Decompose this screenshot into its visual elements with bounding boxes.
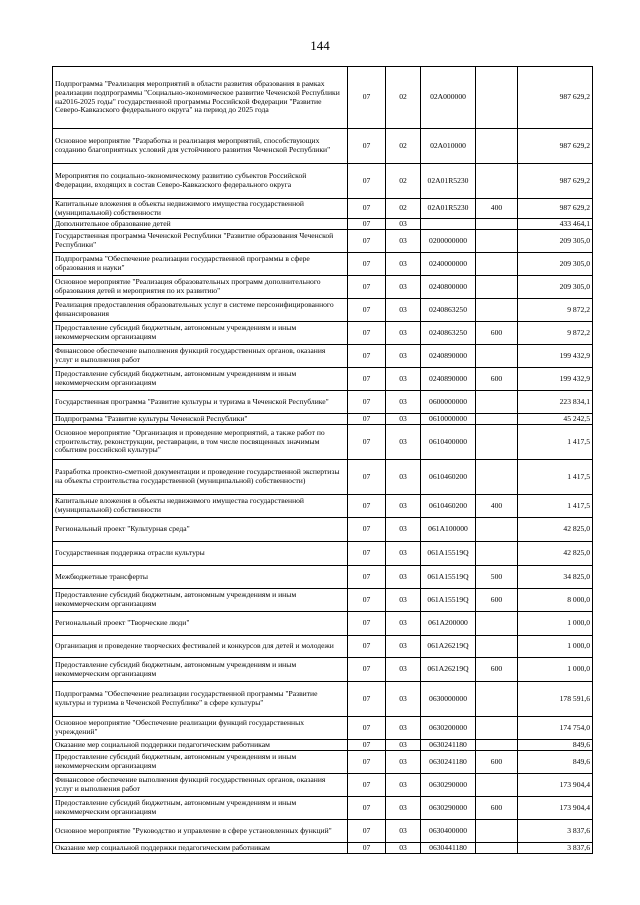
- cell-section: 07: [348, 129, 386, 164]
- table-row: [53, 797, 593, 820]
- cell-name: Предоставление субсидий бюджетным, автономным учреждениям и иным некоммерческим организациям: [53, 589, 348, 612]
- cell-subsection: 03: [386, 518, 421, 542]
- cell-amount: 1 000,0: [518, 636, 593, 658]
- cell-expense-type: [476, 276, 518, 299]
- cell-name: Предоставление субсидий бюджетным, автономным учреждениям и иным некоммерческим организациям: [53, 797, 348, 820]
- cell-subsection: 03: [386, 299, 421, 322]
- cell-name: Предоставление субсидий бюджетным, автономным учреждениям и иным некоммерческим организациям: [53, 368, 348, 391]
- cell-expense-type: 600: [476, 658, 518, 682]
- cell-section: 07: [348, 345, 386, 368]
- cell-target-article: 061А200000: [421, 612, 476, 636]
- cell-section: 07: [348, 636, 386, 658]
- cell-name: Оказание мер социальной поддержки педагогическим работникам: [53, 843, 348, 854]
- cell-name: Разработка проектно-сметной документации и проведение государственной экспертизы на объекты строительства государственной (муниципальной) собственности): [53, 460, 348, 495]
- cell-expense-type: [476, 391, 518, 414]
- cell-amount: 1 000,0: [518, 658, 593, 682]
- cell-section: 07: [348, 425, 386, 460]
- cell-expense-type: 400: [476, 199, 518, 219]
- table-row: [53, 368, 593, 391]
- cell-amount: 174 754,0: [518, 717, 593, 740]
- table-row: [53, 740, 593, 751]
- cell-target-article: [421, 219, 476, 230]
- cell-amount: 34 825,0: [518, 566, 593, 589]
- cell-amount: 1 000,0: [518, 612, 593, 636]
- cell-subsection: 03: [386, 566, 421, 589]
- cell-subsection: 03: [386, 797, 421, 820]
- cell-amount: 178 591,6: [518, 682, 593, 717]
- cell-target-article: 02А010000: [421, 129, 476, 164]
- cell-expense-type: 400: [476, 495, 518, 518]
- cell-amount: 433 464,1: [518, 219, 593, 230]
- cell-expense-type: [476, 230, 518, 253]
- cell-amount: 209 305,0: [518, 276, 593, 299]
- table-row: [53, 276, 593, 299]
- table-row: [53, 299, 593, 322]
- cell-section: 07: [348, 774, 386, 797]
- table-row: [53, 658, 593, 682]
- cell-subsection: 03: [386, 589, 421, 612]
- cell-subsection: 03: [386, 774, 421, 797]
- cell-target-article: 0630241180: [421, 751, 476, 774]
- cell-name: Подпрограмма "Реализация мероприятий в области развития образования в рамках реализации подпрограммы "Социально-экономическое развитие Чеченской Республики на2016-2025 годы" государственной программы Российской Федерации "Развитие Северо-Кавказского федерального округа" на период до 2025 года: [53, 67, 348, 129]
- cell-target-article: 0240000000: [421, 253, 476, 276]
- cell-name: Подпрограмма "Обеспечение реализации государственной программы "Развитие культуры и туризма в Чеченской Республике" в сфере культуры": [53, 682, 348, 717]
- cell-name: Дополнительное образование детей: [53, 219, 348, 230]
- table-row: [53, 751, 593, 774]
- table-row: [53, 566, 593, 589]
- cell-target-article: 0630290000: [421, 797, 476, 820]
- cell-subsection: 03: [386, 717, 421, 740]
- cell-amount: 987 629,2: [518, 129, 593, 164]
- cell-target-article: 0630200000: [421, 717, 476, 740]
- cell-amount: 987 629,2: [518, 67, 593, 129]
- cell-section: 07: [348, 542, 386, 566]
- cell-name: Капитальные вложения в объекты недвижимого имущества государственной (муниципальной) собственности: [53, 199, 348, 219]
- table-row: [53, 589, 593, 612]
- cell-amount: 223 834,1: [518, 391, 593, 414]
- cell-expense-type: [476, 774, 518, 797]
- table-row: [53, 612, 593, 636]
- cell-expense-type: [476, 67, 518, 129]
- table-row: [53, 682, 593, 717]
- cell-name: Государственная программа "Развитие культуры и туризма в Чеченской Республике": [53, 391, 348, 414]
- cell-amount: 987 629,2: [518, 199, 593, 219]
- cell-subsection: 03: [386, 843, 421, 854]
- cell-section: 07: [348, 414, 386, 425]
- cell-name: Оказание мер социальной поддержки педагогическим работникам: [53, 740, 348, 751]
- cell-section: 07: [348, 717, 386, 740]
- cell-amount: 987 629,2: [518, 164, 593, 199]
- cell-expense-type: [476, 414, 518, 425]
- cell-amount: 9 872,2: [518, 322, 593, 345]
- table-row: [53, 67, 593, 129]
- cell-target-article: 0240890000: [421, 345, 476, 368]
- cell-target-article: 0630441180: [421, 843, 476, 854]
- table-row: [53, 518, 593, 542]
- cell-section: 07: [348, 164, 386, 199]
- cell-subsection: 03: [386, 740, 421, 751]
- cell-section: 07: [348, 230, 386, 253]
- cell-expense-type: 600: [476, 589, 518, 612]
- cell-expense-type: [476, 612, 518, 636]
- cell-name: Предоставление субсидий бюджетным, автономным учреждениям и иным некоммерческим организациям: [53, 322, 348, 345]
- cell-section: 07: [348, 67, 386, 129]
- cell-amount: 849,6: [518, 740, 593, 751]
- cell-target-article: 0600000000: [421, 391, 476, 414]
- cell-expense-type: 500: [476, 566, 518, 589]
- cell-expense-type: [476, 425, 518, 460]
- cell-section: 07: [348, 299, 386, 322]
- cell-amount: 849,6: [518, 751, 593, 774]
- cell-name: Мероприятия по социально-экономическому развитию субъектов Российской Федерации, входящих в состав Северо-Кавказского федерального округа: [53, 164, 348, 199]
- cell-target-article: 0240800000: [421, 276, 476, 299]
- cell-expense-type: [476, 299, 518, 322]
- cell-subsection: 03: [386, 495, 421, 518]
- cell-expense-type: 600: [476, 797, 518, 820]
- cell-amount: 45 242,5: [518, 414, 593, 425]
- cell-name: Основное мероприятие "Организация и проведение мероприятий, а также работ по строительству, реконструкции, реставрации, в том числе посвященных значимым событиям российской культуры": [53, 425, 348, 460]
- cell-subsection: 02: [386, 199, 421, 219]
- table-row: [53, 460, 593, 495]
- cell-subsection: 03: [386, 368, 421, 391]
- cell-name: Подпрограмма "Развитие культуры Чеченской Республики": [53, 414, 348, 425]
- cell-subsection: 03: [386, 682, 421, 717]
- cell-subsection: 03: [386, 820, 421, 843]
- cell-section: 07: [348, 797, 386, 820]
- cell-section: 07: [348, 820, 386, 843]
- cell-target-article: 061А15519Q: [421, 566, 476, 589]
- cell-target-article: 0630000000: [421, 682, 476, 717]
- cell-target-article: 0630290000: [421, 774, 476, 797]
- cell-target-article: 0240863250: [421, 299, 476, 322]
- cell-subsection: 03: [386, 658, 421, 682]
- cell-subsection: 03: [386, 345, 421, 368]
- cell-section: 07: [348, 751, 386, 774]
- cell-name: Основное мероприятие "Разработка и реализация мероприятий, способствующих созданию благоприятных условий для устойчивого развития Чеченской Республики": [53, 129, 348, 164]
- cell-target-article: 061А15519Q: [421, 589, 476, 612]
- cell-name: Финансовое обеспечение выполнения функций государственных органов, оказания услуг и выполнения работ: [53, 345, 348, 368]
- cell-section: 07: [348, 322, 386, 345]
- cell-subsection: 02: [386, 164, 421, 199]
- cell-section: 07: [348, 682, 386, 717]
- cell-target-article: 0630241180: [421, 740, 476, 751]
- cell-section: 07: [348, 740, 386, 751]
- cell-expense-type: [476, 164, 518, 199]
- cell-target-article: 061А15519Q: [421, 542, 476, 566]
- budget-table: [52, 66, 593, 854]
- cell-subsection: 02: [386, 67, 421, 129]
- cell-expense-type: 600: [476, 322, 518, 345]
- cell-subsection: 03: [386, 460, 421, 495]
- cell-amount: 3 837,6: [518, 820, 593, 843]
- cell-target-article: 02А01R5230: [421, 164, 476, 199]
- cell-name: Основное мероприятие "Реализация образовательных программ дополнительного образования детей и мероприятия по их развитию": [53, 276, 348, 299]
- cell-expense-type: [476, 843, 518, 854]
- cell-name: Капитальные вложения в объекты недвижимого имущества государственной (муниципальной) собственности: [53, 495, 348, 518]
- cell-expense-type: [476, 820, 518, 843]
- cell-name: Основное мероприятие "Обеспечение реализации функций государственных учреждений": [53, 717, 348, 740]
- cell-target-article: 0610460200: [421, 460, 476, 495]
- cell-target-article: 0630400000: [421, 820, 476, 843]
- cell-expense-type: [476, 740, 518, 751]
- cell-amount: 42 825,0: [518, 542, 593, 566]
- table-row: [53, 542, 593, 566]
- table-row: [53, 717, 593, 740]
- cell-subsection: 02: [386, 129, 421, 164]
- table-row: [53, 219, 593, 230]
- cell-expense-type: [476, 542, 518, 566]
- cell-subsection: 03: [386, 391, 421, 414]
- cell-target-article: 0240863250: [421, 322, 476, 345]
- cell-target-article: 0610400000: [421, 425, 476, 460]
- cell-expense-type: [476, 682, 518, 717]
- cell-subsection: 03: [386, 322, 421, 345]
- table-row: [53, 843, 593, 854]
- cell-amount: 199 432,9: [518, 345, 593, 368]
- cell-amount: 42 825,0: [518, 518, 593, 542]
- cell-name: Подпрограмма "Обеспечение реализации государственной программы в сфере образования и науки": [53, 253, 348, 276]
- cell-amount: 173 904,4: [518, 797, 593, 820]
- table-row: [53, 425, 593, 460]
- cell-expense-type: [476, 717, 518, 740]
- cell-amount: 9 872,2: [518, 299, 593, 322]
- cell-section: 07: [348, 368, 386, 391]
- table-row: [53, 164, 593, 199]
- cell-section: 07: [348, 391, 386, 414]
- table-row: [53, 199, 593, 219]
- cell-target-article: 0240890000: [421, 368, 476, 391]
- cell-subsection: 03: [386, 230, 421, 253]
- table-row: [53, 253, 593, 276]
- cell-expense-type: 600: [476, 368, 518, 391]
- table-row: [53, 391, 593, 414]
- cell-name: Реализация предоставления образовательных услуг в системе персонифицированного финансирования: [53, 299, 348, 322]
- cell-amount: 1 417,5: [518, 460, 593, 495]
- cell-section: 07: [348, 495, 386, 518]
- table-row: [53, 322, 593, 345]
- cell-name: Предоставление субсидий бюджетным, автономным учреждениям и иным некоммерческим организациям: [53, 751, 348, 774]
- cell-subsection: 03: [386, 219, 421, 230]
- cell-amount: 1 417,5: [518, 495, 593, 518]
- page-number: 144: [310, 38, 330, 53]
- cell-section: 07: [348, 658, 386, 682]
- cell-target-article: 02А000000: [421, 67, 476, 129]
- table-row: [53, 345, 593, 368]
- cell-section: 07: [348, 199, 386, 219]
- cell-expense-type: [476, 219, 518, 230]
- cell-section: 07: [348, 612, 386, 636]
- cell-section: 07: [348, 460, 386, 495]
- cell-name: Организация и проведение творческих фестивалей и конкурсов для детей и молодежи: [53, 636, 348, 658]
- cell-name: Основное мероприятие "Руководство и управление в сфере установленных функций": [53, 820, 348, 843]
- table-row: [53, 414, 593, 425]
- cell-name: Государственная поддержка отрасли культуры: [53, 542, 348, 566]
- cell-target-article: 061А100000: [421, 518, 476, 542]
- cell-amount: 3 837,6: [518, 843, 593, 854]
- cell-expense-type: [476, 253, 518, 276]
- cell-subsection: 03: [386, 425, 421, 460]
- cell-target-article: 061А26219Q: [421, 636, 476, 658]
- cell-section: 07: [348, 253, 386, 276]
- cell-target-article: 02А01R5230: [421, 199, 476, 219]
- cell-section: 07: [348, 276, 386, 299]
- cell-subsection: 03: [386, 542, 421, 566]
- cell-target-article: 0610000000: [421, 414, 476, 425]
- cell-name: Межбюджетные трансферты: [53, 566, 348, 589]
- cell-expense-type: 600: [476, 751, 518, 774]
- table-row: [53, 129, 593, 164]
- cell-amount: 173 904,4: [518, 774, 593, 797]
- cell-name: Региональный проект "Культурная среда": [53, 518, 348, 542]
- table-row: [53, 636, 593, 658]
- cell-name: Государственная программа Чеченской Республики "Развитие образования Чеченской Республики": [53, 230, 348, 253]
- cell-name: Предоставление субсидий бюджетным, автономным учреждениям и иным некоммерческим организациям: [53, 658, 348, 682]
- cell-amount: 199 432,9: [518, 368, 593, 391]
- cell-name: Региональный проект "Творческие люди": [53, 612, 348, 636]
- cell-section: 07: [348, 589, 386, 612]
- table-row: [53, 820, 593, 843]
- cell-expense-type: [476, 460, 518, 495]
- cell-expense-type: [476, 129, 518, 164]
- cell-amount: 209 305,0: [518, 253, 593, 276]
- cell-subsection: 03: [386, 253, 421, 276]
- table-row: [53, 774, 593, 797]
- cell-name: Финансовое обеспечение выполнения функций государственных органов, оказания услуг и выполнения работ: [53, 774, 348, 797]
- cell-target-article: 061А26219Q: [421, 658, 476, 682]
- cell-expense-type: [476, 636, 518, 658]
- cell-expense-type: [476, 518, 518, 542]
- cell-amount: 1 417,5: [518, 425, 593, 460]
- cell-subsection: 03: [386, 414, 421, 425]
- cell-section: 07: [348, 843, 386, 854]
- table-row: [53, 495, 593, 518]
- cell-target-article: 0610460200: [421, 495, 476, 518]
- table-row: [53, 230, 593, 253]
- cell-amount: 209 305,0: [518, 230, 593, 253]
- cell-subsection: 03: [386, 276, 421, 299]
- cell-subsection: 03: [386, 636, 421, 658]
- cell-section: 07: [348, 518, 386, 542]
- cell-amount: 8 000,0: [518, 589, 593, 612]
- cell-section: 07: [348, 566, 386, 589]
- cell-subsection: 03: [386, 612, 421, 636]
- cell-expense-type: [476, 345, 518, 368]
- cell-target-article: 0200000000: [421, 230, 476, 253]
- cell-subsection: 03: [386, 751, 421, 774]
- cell-section: 07: [348, 219, 386, 230]
